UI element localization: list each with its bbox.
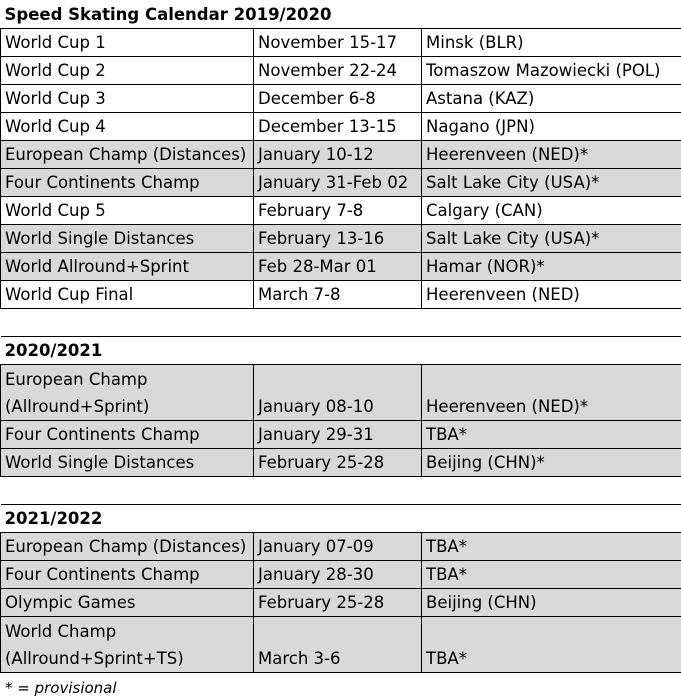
empty-cell[interactable] xyxy=(422,309,681,337)
event-cell[interactable]: Four Continents Champ xyxy=(1,169,254,197)
dates-cell[interactable]: January 08-10 xyxy=(254,365,422,421)
location-cell[interactable]: TBA* xyxy=(422,421,681,449)
table-row xyxy=(1,533,681,561)
table-row xyxy=(1,85,681,113)
dates-cell[interactable]: November 22-24 xyxy=(254,57,422,85)
empty-cell[interactable] xyxy=(422,505,681,533)
event-cell[interactable]: World Allround+Sprint xyxy=(1,253,254,281)
blank-row xyxy=(1,477,681,505)
event-cell[interactable]: World Champ (Allround+Sprint+TS) xyxy=(1,617,254,673)
dates-cell[interactable]: January 10-12 xyxy=(254,141,422,169)
location-cell[interactable]: TBA* xyxy=(422,561,681,589)
location-cell[interactable]: Heerenveen (NED)* xyxy=(422,365,681,421)
blank-row xyxy=(1,309,681,337)
dates-cell[interactable]: February 13-16 xyxy=(254,225,422,253)
location-cell[interactable]: Beijing (CHN)* xyxy=(422,449,681,477)
event-cell[interactable]: World Cup 5 xyxy=(1,197,254,225)
empty-cell[interactable] xyxy=(254,309,422,337)
empty-cell[interactable] xyxy=(254,477,422,505)
event-cell[interactable]: World Cup 1 xyxy=(1,29,254,57)
empty-cell[interactable] xyxy=(1,477,254,505)
table-row xyxy=(1,421,681,449)
location-cell[interactable]: Nagano (JPN) xyxy=(422,113,681,141)
event-cell[interactable]: World Cup Final xyxy=(1,281,254,309)
event-cell[interactable]: Four Continents Champ xyxy=(1,561,254,589)
table-row xyxy=(1,225,681,253)
event-cell[interactable]: Four Continents Champ xyxy=(1,421,254,449)
table-row xyxy=(1,589,681,617)
dates-cell[interactable]: November 15-17 xyxy=(254,29,422,57)
location-cell[interactable]: Hamar (NOR)* xyxy=(422,253,681,281)
table-row xyxy=(1,169,681,197)
location-cell[interactable]: Minsk (BLR) xyxy=(422,29,681,57)
section-title[interactable]: 2020/2021 xyxy=(1,337,422,365)
location-cell[interactable]: Heerenveen (NED)* xyxy=(422,141,681,169)
table-row xyxy=(1,449,681,477)
footnote: * = provisional xyxy=(5,679,117,697)
event-cell[interactable]: World Single Distances xyxy=(1,449,254,477)
dates-cell[interactable]: March 3-6 xyxy=(254,617,422,673)
section-header-row xyxy=(1,505,681,533)
location-cell[interactable]: TBA* xyxy=(422,533,681,561)
table-row xyxy=(1,197,681,225)
location-cell[interactable]: Heerenveen (NED) xyxy=(422,281,681,309)
empty-cell[interactable] xyxy=(422,477,681,505)
table-row xyxy=(1,113,681,141)
table-row xyxy=(1,141,681,169)
section-header-row xyxy=(1,1,681,29)
section-header-row xyxy=(1,337,681,365)
location-cell[interactable]: Beijing (CHN) xyxy=(422,589,681,617)
dates-cell[interactable]: February 25-28 xyxy=(254,589,422,617)
event-cell[interactable]: World Cup 3 xyxy=(1,85,254,113)
dates-cell[interactable]: February 7-8 xyxy=(254,197,422,225)
table-row xyxy=(1,253,681,281)
event-cell[interactable]: European Champ (Distances) xyxy=(1,533,254,561)
dates-cell[interactable]: January 31-Feb 02 xyxy=(254,169,422,197)
section-title[interactable]: Speed Skating Calendar 2019/2020 xyxy=(1,1,422,29)
dates-cell[interactable]: February 25-28 xyxy=(254,449,422,477)
event-cell[interactable]: Olympic Games xyxy=(1,589,254,617)
event-cell[interactable]: World Cup 4 xyxy=(1,113,254,141)
event-cell[interactable]: European Champ (Distances) xyxy=(1,141,254,169)
dates-cell[interactable]: December 13-15 xyxy=(254,113,422,141)
location-cell[interactable]: Tomaszow Mazowiecki (POL) xyxy=(422,57,681,85)
location-cell[interactable]: Calgary (CAN) xyxy=(422,197,681,225)
empty-cell[interactable] xyxy=(422,1,681,29)
dates-cell[interactable]: March 7-8 xyxy=(254,281,422,309)
dates-cell[interactable]: December 6-8 xyxy=(254,85,422,113)
empty-cell[interactable] xyxy=(422,337,681,365)
location-cell[interactable]: Astana (KAZ) xyxy=(422,85,681,113)
table-row xyxy=(1,29,681,57)
location-cell[interactable]: Salt Lake City (USA)* xyxy=(422,169,681,197)
event-cell[interactable]: World Cup 2 xyxy=(1,57,254,85)
table-row xyxy=(1,57,681,85)
event-cell[interactable]: World Single Distances xyxy=(1,225,254,253)
location-cell[interactable]: Salt Lake City (USA)* xyxy=(422,225,681,253)
location-cell[interactable]: TBA* xyxy=(422,617,681,673)
event-cell[interactable]: European Champ (Allround+Sprint) xyxy=(1,365,254,421)
dates-cell[interactable]: Feb 28-Mar 01 xyxy=(254,253,422,281)
table-row xyxy=(1,365,681,421)
table-row xyxy=(1,561,681,589)
section-title[interactable]: 2021/2022 xyxy=(1,505,422,533)
table-row xyxy=(1,281,681,309)
dates-cell[interactable]: January 07-09 xyxy=(254,533,422,561)
empty-cell[interactable] xyxy=(1,309,254,337)
dates-cell[interactable]: January 28-30 xyxy=(254,561,422,589)
dates-cell[interactable]: January 29-31 xyxy=(254,421,422,449)
table-row xyxy=(1,617,681,673)
